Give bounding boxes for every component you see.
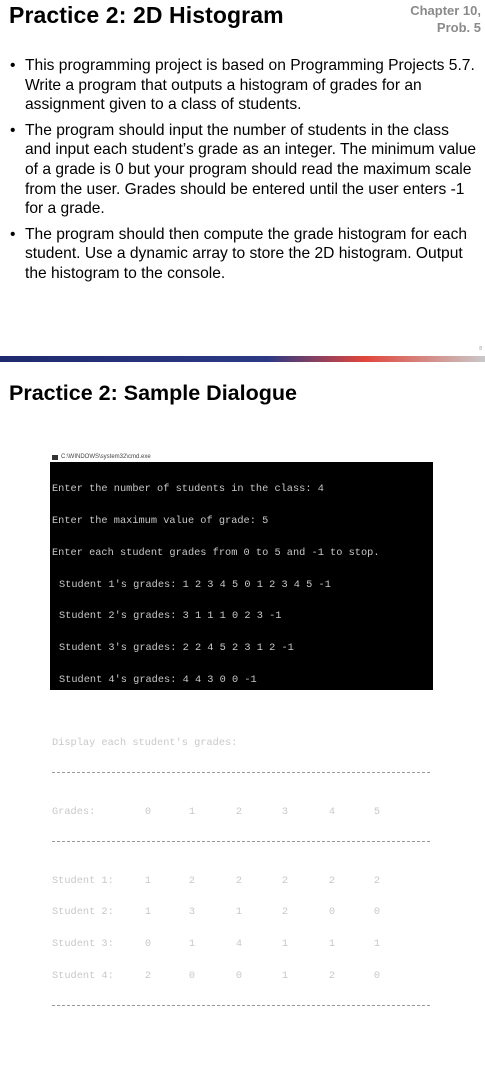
bullet-text: This programming project is based on Programming Projects 5.7. Write a program that outputs a histogram of grades for an assignment given to a class of students.: [25, 57, 475, 114]
histogram-cell: 1: [373, 938, 381, 951]
cmd-window-icon: [52, 455, 58, 460]
console-line: Display each student's grades:: [52, 737, 238, 750]
histogram-cell: 0: [373, 906, 381, 919]
slide-histogram-problem: [0, 0, 485, 362]
histogram-row: [52, 907, 433, 918]
page-number: 8: [479, 346, 482, 352]
console-line: Student 1's grades: 1 2 3 4 5 0 1 2 3 4 5 -1: [59, 578, 331, 591]
histogram-row: [52, 876, 433, 887]
histogram-cell: 2: [144, 969, 152, 982]
chapter-reference: [410, 2, 481, 36]
console-line: [52, 707, 433, 718]
console-separator: [52, 1005, 430, 1008]
histogram-cell: 1: [328, 938, 336, 951]
histogram-cell: 1: [188, 938, 196, 951]
bullet-icon: •: [10, 121, 16, 139]
console-line: Enter each student grades from 0 to 5 and -1 to stop.: [52, 546, 380, 559]
histogram-cell: 1: [281, 938, 289, 951]
histogram-cell: 0: [144, 938, 152, 951]
chapter-line: Chapter 10,: [410, 3, 481, 18]
bullet-item: [10, 225, 478, 284]
slide-title: Practice 2: Sample Dialogue: [9, 381, 297, 405]
histogram-cell: 2: [188, 874, 196, 887]
histogram-header-cell: 3: [281, 806, 289, 818]
histogram-cell: 0: [188, 969, 196, 982]
histogram-cell: 3: [188, 906, 196, 919]
histogram-header-row: [52, 807, 433, 818]
histogram-row-label: Student 2:: [52, 906, 114, 919]
histogram-row-label: Student 4:: [52, 969, 114, 982]
bullet-item: [10, 121, 478, 219]
console-line: Enter the maximum value of grade: 5: [52, 514, 269, 527]
console-window-title: C:\WINDOWS\system32\cmd.exe: [61, 454, 151, 460]
histogram-cell: 1: [144, 874, 152, 887]
histogram-header-cell: 4: [328, 806, 336, 818]
histogram-cell: 0: [235, 969, 243, 982]
bullet-icon: •: [10, 225, 16, 243]
histogram-cell: 1: [235, 906, 243, 919]
slide-sample-dialogue: [0, 362, 485, 982]
histogram-header-cell: 5: [373, 806, 381, 818]
histogram-header-cell: 0: [144, 806, 152, 818]
histogram-cell: 2: [235, 874, 243, 887]
histogram-cell: 2: [328, 969, 336, 982]
histogram-row-label: Student 3:: [52, 938, 114, 951]
histogram-cell: 2: [281, 874, 289, 887]
histogram-row-label: Student 1:: [52, 874, 114, 887]
histogram-header-cell: 1: [188, 806, 196, 818]
histogram-cell: 1: [144, 906, 152, 919]
bullet-text: The program should input the number of students in the class and input each student’s grade as an integer. The minimum value of a grade is 0 but your program should read the maximum scale from the user. Grades should be entered until the user enters -1 for a grade.: [25, 121, 477, 218]
console-separator: [52, 841, 430, 844]
histogram-cell: 0: [328, 906, 336, 919]
histogram-cell: 2: [281, 906, 289, 919]
console-line: Student 2's grades: 3 1 1 1 0 2 3 -1: [59, 610, 282, 623]
console-separator: [52, 772, 430, 775]
console-window: [50, 453, 433, 982]
histogram-row: [52, 939, 433, 950]
bullet-icon: •: [10, 57, 16, 74]
bullet-text: The program should then compute the grade histogram for each student. Use a dynamic array to store the 2D histogram. Output the histogram to the console.: [25, 225, 468, 282]
histogram-cell: 0: [373, 969, 381, 982]
histogram-header-cell: 2: [235, 806, 243, 818]
bullet-list: [10, 56, 478, 290]
console-title-bar: [50, 453, 433, 462]
bullet-item: [10, 56, 478, 115]
histogram-header-label: Grades:: [52, 806, 96, 818]
histogram-row: [52, 971, 433, 982]
histogram-cell: 4: [235, 938, 243, 951]
histogram-cell: 1: [281, 969, 289, 982]
console-output: [50, 462, 433, 1029]
console-line: Student 4's grades: 4 4 3 0 0 -1: [59, 673, 257, 686]
histogram-cell: 2: [328, 874, 336, 887]
problem-line: Prob. 5: [436, 20, 481, 35]
console-line: Enter the number of students in the class: 4: [52, 483, 324, 496]
histogram-cell: 2: [373, 874, 381, 887]
console-line: Student 3's grades: 2 2 4 5 2 3 1 2 -1: [59, 642, 294, 655]
slide-title: Practice 2: 2D Histogram: [9, 2, 284, 28]
